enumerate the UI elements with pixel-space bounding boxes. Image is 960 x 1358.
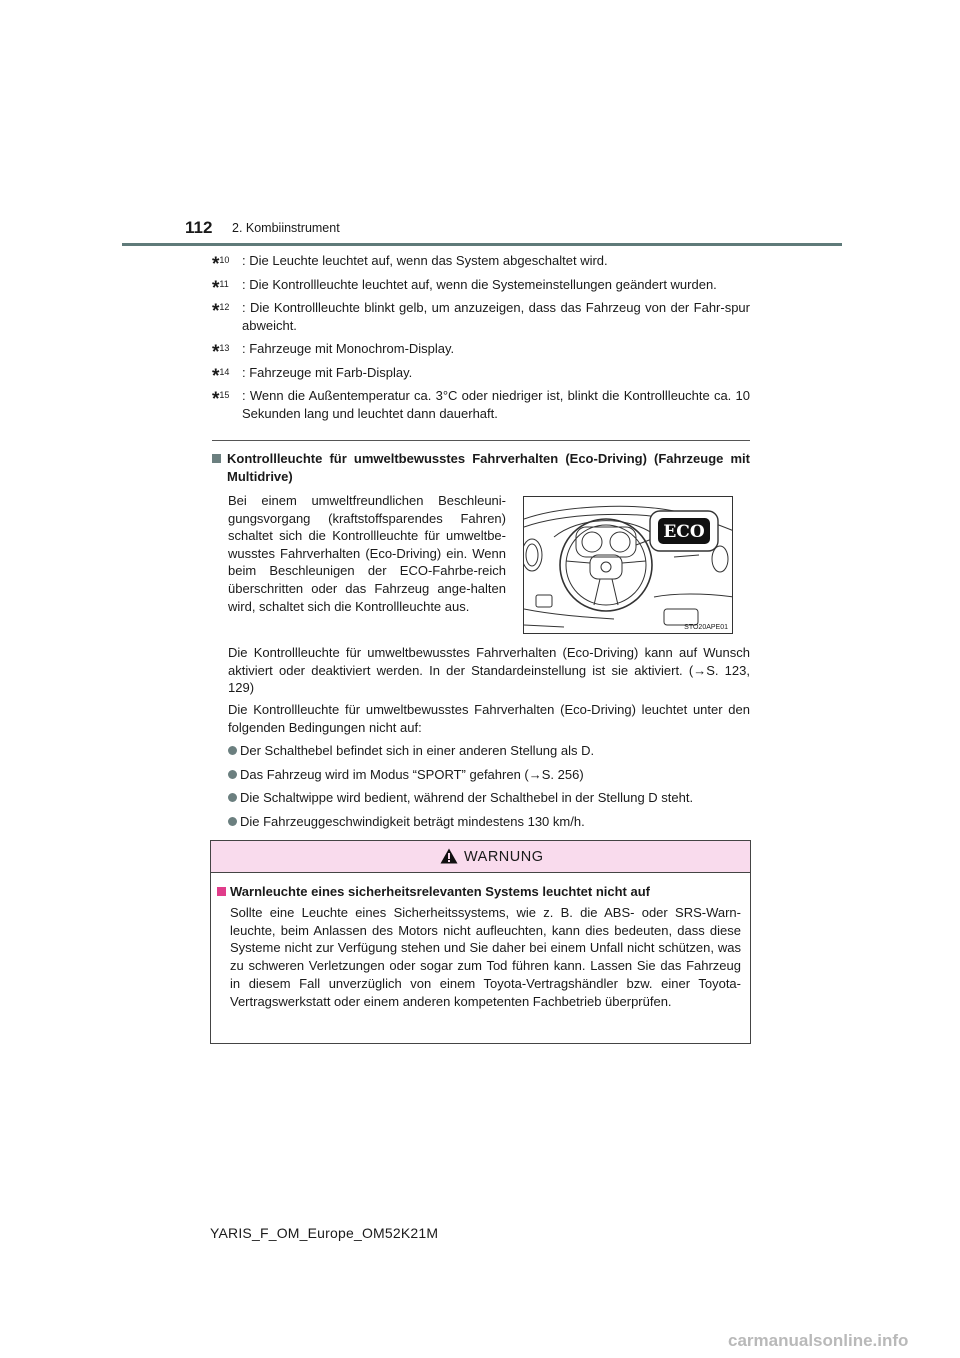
footnote-number: 11 [219,278,229,289]
footnote-text: : Die Kontrollleuchte leuchtet auf, wenn die Systemeinstellungen geändert wurden. [242,276,717,292]
list-item [228,789,750,807]
pink-square-bullet-icon [217,887,226,896]
footnote-number: 13 [219,343,230,353]
footnote [212,299,750,334]
paragraph-conditions: Die Kontrollleuchte für umweltbewusstes Fahrverhalten (Eco-Driving) leuchtet unter den folgenden Bedingungen nicht auf: [228,702,750,735]
section-heading-text: Kontrollleuchte für umweltbewusstes Fahrverhalten (Eco-Driving) (Fahrzeuge mit Multidrive) [227,451,750,484]
list-item-text: Das Fahrzeug wird im Modus “SPORT” gefahren (→S. 256) [240,766,584,782]
list-item [228,742,750,760]
list-item [228,813,750,831]
footnote-text: : Fahrzeuge mit Farb-Display. [242,364,413,380]
footnote-star: * [212,389,220,410]
warning-subheading [217,883,742,900]
intro-paragraph: Bei einem umweltfreundlichen Beschleuni-gungsvorgang (kraftstoffsparendes Fahren) schaltet sich die Kontrollleuchte für umweltbe-wusstes Fahrverhalten (Eco-Driving) ein. Wenn beim Beschleunigen der ECO-Fahrbe-reich überschritten oder das Fahrzeug ange-halten wird, schaltet sich die Kontrollleuchte aus. [228,493,506,614]
footnote-star: * [212,301,220,322]
list-item-text: Die Fahrzeuggeschwindigkeit beträgt mindestens 130 km/h. [240,813,585,829]
bullet-dot-icon [228,793,237,802]
list-item [228,766,750,784]
footnote-text: : Fahrzeuge mit Monochrom-Display. [242,341,455,356]
bullet-dot-icon [228,817,237,826]
bullet-dot-icon [228,746,237,755]
warning-triangle-icon [440,848,458,864]
footnote-number: 12 [219,302,230,312]
warning-header [211,841,750,873]
condition-list [228,742,750,836]
section-divider [212,440,750,441]
figure-caption: STO20APE01 [684,624,728,631]
footnote [212,364,750,387]
warning-title: WARNUNG [464,849,544,865]
eco-indicator-figure [523,496,733,634]
footnote-number: 15 [219,390,230,400]
eco-label: ECO [663,522,705,542]
warning-text: Sollte eine Leuchte eines Sicherheitssystems, wie z. B. die ABS- oder SRS-Warn-leuchte, beim Anlassen des Motors nicht aufleuchten, kann dies bedeuten, dass diese Systeme nicht zur Verfügung stehen und Sie daher bei einem Unfall nicht schützen, was zu schweren Verletzungen oder sogar zum Tod führen kann. Lassen Sie das Fahrzeug in diesem Fall unverzüglich von einem Toyota-Vertragshändler bzw. einer Toyota-Vertragswerkstatt oder einem anderen kompetenten Fachbetrieb überprüfen. [230,905,741,1009]
bullet-dot-icon [228,770,237,779]
footnote-text: : Wenn die Außentemperatur ca. 3°C oder niedriger ist, blinkt die Kontrollleuchte ca. 10 Sekunden lang und leuchtet dann dauerhaft. [242,388,750,421]
warning-box [210,840,751,1044]
section-heading [212,450,750,486]
footnote-star: * [212,342,220,363]
watermark: carmanualsonline.info [728,1331,909,1350]
warning-subheading-text: Warnleuchte eines sicherheitsrelevanten Systems leuchtet nicht auf [230,884,650,899]
page-number: 112 [185,218,213,237]
footnote-number: 14 [219,366,230,377]
list-item-text: Die Schaltwippe wird bedient, während der Schalthebel in der Stellung D steht. [240,790,694,805]
footnote-star: * [212,277,220,299]
list-item-text: Der Schalthebel befindet sich in einer anderen Stellung als D. [240,743,595,758]
footnote [212,340,750,363]
document-code: YARIS_F_OM_Europe_OM52K21M [210,1225,439,1241]
footnote-number: 10 [219,255,230,265]
footnote-text: : Die Leuchte leuchtet auf, wenn das System abgeschaltet wird. [242,253,608,268]
footnote-star: * [212,365,220,387]
footnote [212,387,750,422]
footnote [212,276,750,299]
footnote-star: * [212,254,220,275]
square-bullet-icon [212,454,221,463]
header-rule [122,243,842,246]
footnote [212,252,750,275]
dashboard-illustration [524,497,733,634]
footnotes [212,252,750,428]
footnote-text: : Die Kontrollleuchte blinkt gelb, um anzuzeigen, dass das Fahrzeug von der Fahr-spur abweicht. [242,300,750,333]
paragraph-activation: Die Kontrollleuchte für umweltbewusstes Fahrverhalten (Eco-Driving) kann auf Wunsch aktiviert oder deaktiviert werden. In der Standardeinstellung ist sie aktiviert. (→S. 123, 129) [228,645,750,695]
chapter-title: 2. Kombiinstrument [232,221,340,235]
